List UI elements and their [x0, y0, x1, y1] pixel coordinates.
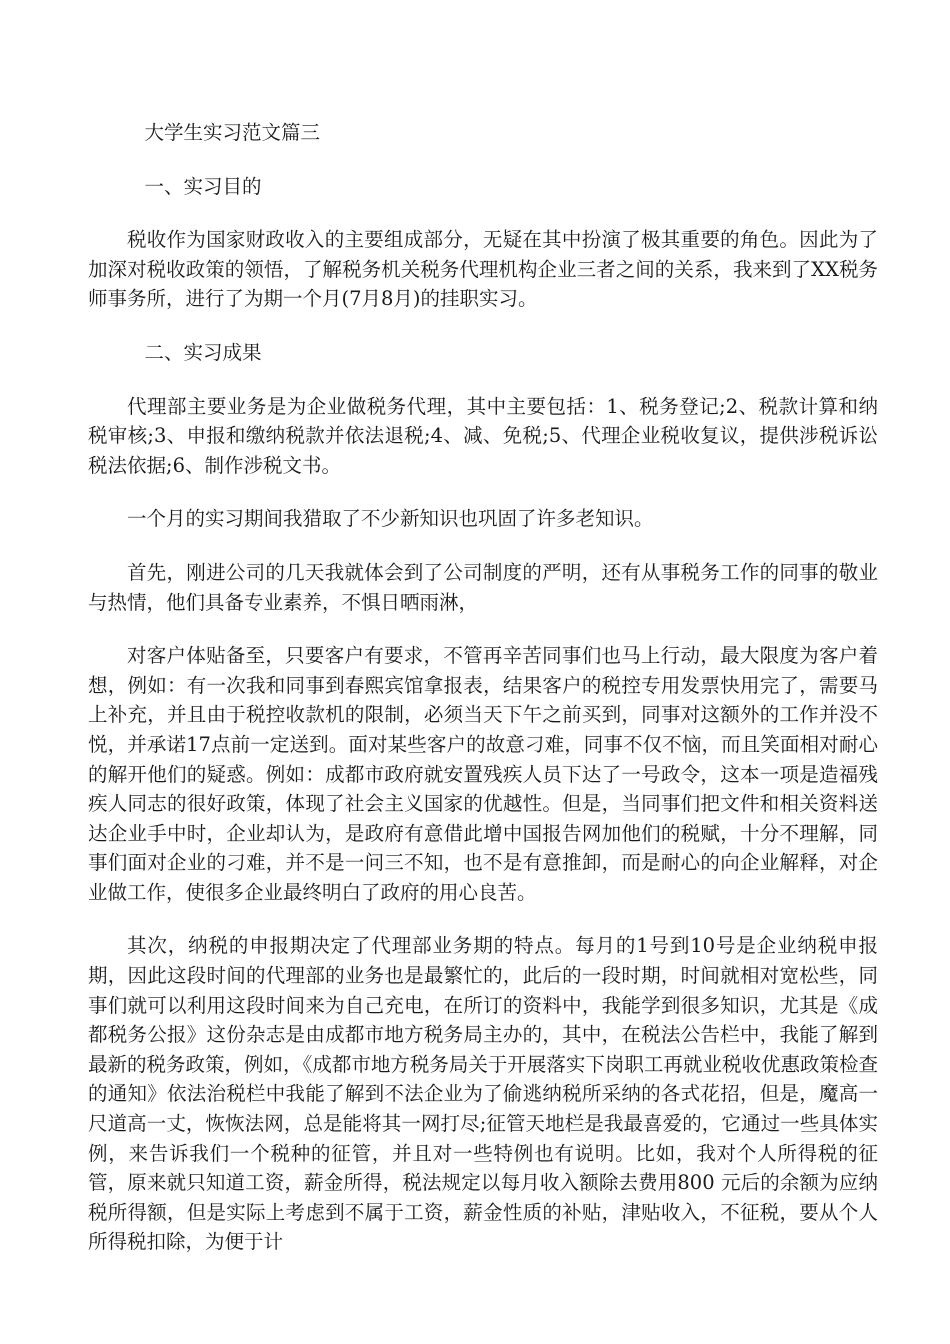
section-heading-purpose: 一、实习目的	[144, 174, 262, 198]
paragraph: 首先，刚进公司的几天我就体会到了公司制度的严明，还有从事税务工作的同事的敬业与热情，他们具备专业素养，不惧日晒雨淋，	[88, 560, 878, 614]
paragraph: 税收作为国家财政收入的主要组成部分，无疑在其中扮演了极其重要的角色。因此为了加深对税收政策的领悟，了解税务机关税务代理机构企业三者之间的关系，我来到了XX税务师事务所，进行了为期一个月(7月8月)的挂职实习。	[88, 228, 878, 311]
paragraph: 一个月的实习期间我猎取了不少新知识也巩固了许多老知识。	[127, 507, 654, 531]
paragraph: 其次，纳税的申报期决定了代理部业务期的特点。每月的1号到10号是企业纳税申报期，因此这段时间的代理部的业务也是最繁忙的，此后的一段时期，时间就相对宽松些，同事们就可以利用这段时间来为自己充电，在所订的资料中，我能学到很多知识，尤其是《成都税务公报》这份杂志是由成都市地方税务局主办的，其中，在税法公告栏中，我能了解到最新的税务政策，例如，《成都市地方税务局关于开展落实下岗职工再就业税收优惠政策检查的通知》依法治税栏中我能了解到不法企业为了偷逃纳税所采纳的各式花招，但是，魔高一尺道高一丈，恢恢法网，总是能将其一网打尽;征管天地栏是我最喜爱的，它通过一些具体实例，来告诉我们一个税种的征管，并且对一些特例也有说明。比如，我对个人所得税的征管，原来就只知道工资，薪金所得，税法规定以每月收入额除去费用800 元后的余额为应纳税所得额，但是实际上考虑到不属于工资，薪金性质的补贴，津贴收入，不征税，要从个人所得税扣除，为便于计	[88, 934, 878, 1254]
section-heading-results: 二、实习成果	[144, 340, 262, 364]
document-body	[88, 118, 878, 1257]
document-title: 大学生实习范文篇三	[144, 121, 321, 144]
paragraph: 对客户体贴备至，只要客户有要求，不管再辛苦同事们也马上行动，最大限度为客户着想，例如：有一次我和同事到春熙宾馆拿报表，结果客户的税控专用发票快用完了，需要马上补充，并且由于税控收款机的限制，必须当天下午之前买到，同事对这额外的工作并没不悦，并承诺17点前一定送到。面对某些客户的故意刁难，同事不仅不恼，而且笑面相对耐心的解开他们的疑惑。例如：成都市政府就安置残疾人员下达了一号政令，这本一项是造福残疾人同志的很好政策，体现了社会主义国家的优越性。但是，当同事们把文件和相关资料送达企业手中时，企业却认为，是政府有意借此增中国报告网加他们的税赋，十分不理解，同事们面对企业的刁难，并不是一问三不知，也不是有意推卸，而是耐心的向企业解释，对企业做工作，使很多企业最终明白了政府的用心良苦。	[88, 644, 878, 904]
paragraph: 代理部主要业务是为企业做税务代理，其中主要包括：1、税务登记;2、税款计算和纳税审核;3、申报和缴纳税款并依法退税;4、减、免税;5、代理企业税收复议，提供涉税诉讼税法依据;6、制作涉税文书。	[88, 394, 878, 477]
